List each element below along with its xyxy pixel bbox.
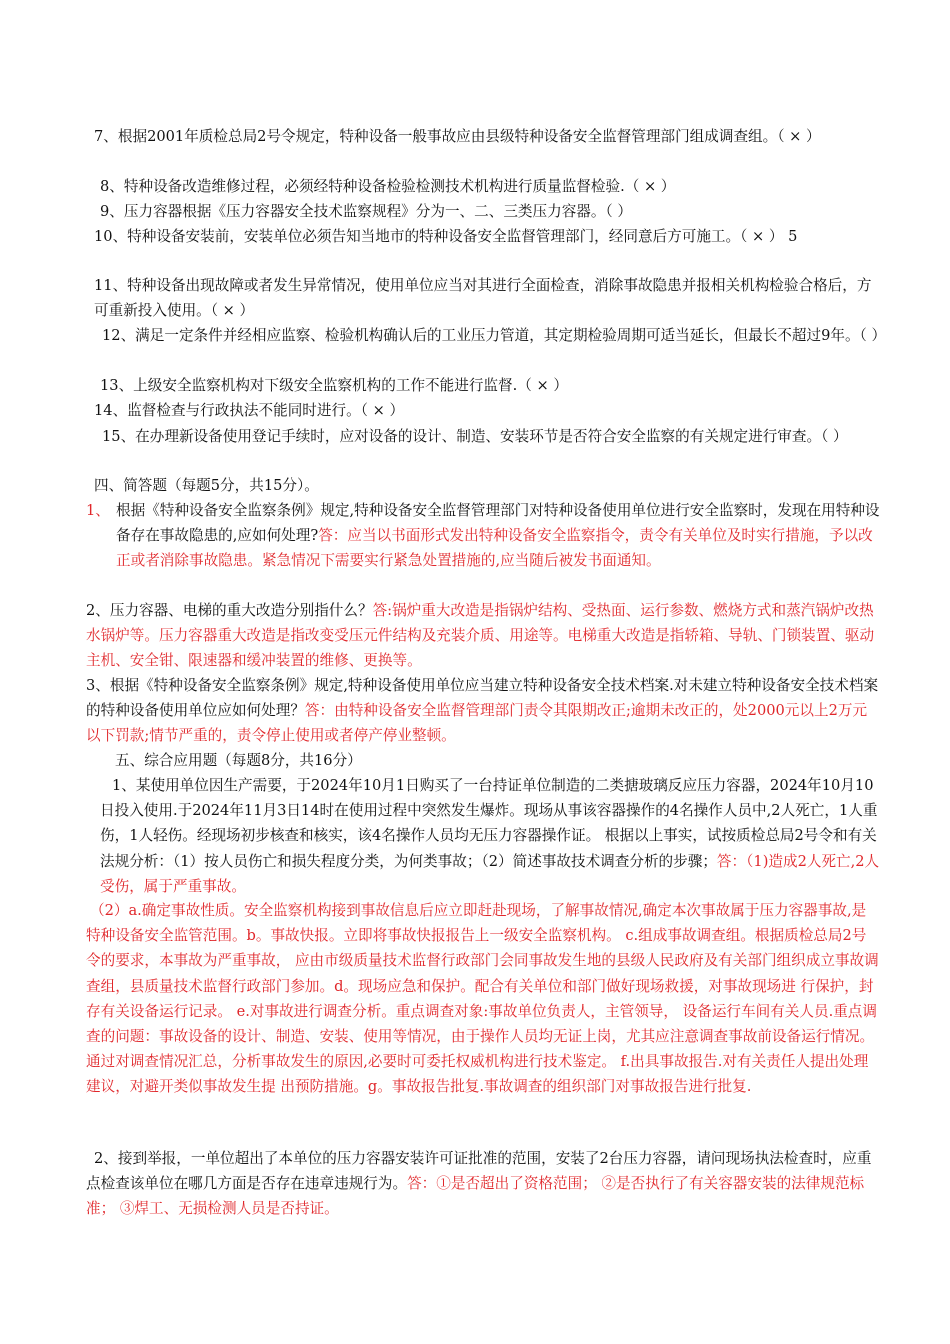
short-answer-1-body — [116, 498, 880, 574]
question-7: 7、根据2001年质检总局2号令规定，特种设备一般事故应由县级特种设备安全监督管理部门组成调查组。（ × ） — [94, 128, 821, 145]
comprehensive-1-answer-b: （2）a.确定事故性质。安全监察机构接到事故信息后应立即赶赴现场，了解事故情况,确定本次事故属于压力容器事故,是特种设备安全监管范围。b。事故快报。立即将事故快报报告上一级安全监察机构。 c.组成事故调查组。根据质检总局2号令的要求，本事故为严重事故， 应由市级质量技术监督行政部门会同事故发生地的县级人民政府及有关部门组织成立事故调查组，县质量技术监督行政部门参加。d。现场应急和保护。配合有关单位和部门做好现场救援，对事故现场进 行保护，封存有关设备运行记录。 e.对事故进行调查分析。重点调查对象:事故单位负责人，主管领导， 设备运行车间有关人员.重点调查的问题：事故设备的设计、制造、安装、使用等情况，由于操作人员均无证上岗，尤其应注意调查事故前设备运行情况。通过对调查情况汇总，分析事故发生的原因,必要时可委托权威机构进行技术鉴定。 f.出具事故报告.对有关责任人提出处理建议，对避开类似事故发生提 出预防措施。g。事故报告批复.事故调查的组织部门对事故报告进行批复. — [86, 902, 879, 1096]
section-4-heading: 四、简答题（每题5分，共15分）。 — [94, 477, 319, 494]
question-8: 8、特种设备改造维修过程，必须经特种设备检验检测技术机构进行质量监督检验.（ × ） — [100, 178, 676, 195]
short-answer-1-number: 1、 — [86, 502, 110, 519]
question-15: 15、在办理新设备使用登记手续时，应对设备的设计、制造、安装环节是否符合安全监察的有关规定进行审查。（ ） — [102, 428, 848, 445]
short-answer-3-question: 3、根据《特种设备安全监察条例》规定,特种设备使用单位应当建立特种设备安全技术档案.对未建立特种设备安全技术档案的特种设备使用单位应如何处理？ — [86, 677, 879, 720]
comprehensive-2 — [86, 1146, 880, 1222]
short-answer-3 — [86, 673, 880, 749]
short-answer-2-answer: 答:锅炉重大改造是指锅炉结构、受热面、运行参数、燃烧方式和蒸汽锅炉改热水锅炉等。压力容器重大改造是指改变受压元件结构及充装介质、用途等。电梯重大改造是指轿箱、导轨、门锁装置、驱动主机、安全钳、限速器和缓冲装置的维修、更换等。 — [86, 602, 875, 670]
question-14: 14、监督检查与行政执法不能同时进行。（ × ） — [94, 402, 405, 419]
short-answer-1-question: 根据《特种设备安全监察条例》规定,特种设备安全监督管理部门对特种设备使用单位进行安全监察时，发现在用特种设备存在事故隐患的,应如何处理? — [116, 502, 880, 545]
comprehensive-1-answer-a: 答：（1)造成2人死亡,2人受伤，属于严重事故。 — [100, 852, 880, 895]
comprehensive-1-question: 1、某使用单位因生产需要，于2024年10月1日购买了一台持证单位制造的二类搪玻璃反应压力容器，2024年10月10日投入使用.于2024年11月3日14时在使用过程中突然发生爆炸。现场从事该容器操作的4名操作人员中,2人死亡，1人重伤，1人轻伤。经现场初步核查和核实，该4名操作人员均无压力容器操作证。 根据以上事实，试按质检总局2号令和有关法规分析：（1）按人员伤亡和损失程度分类，为何类事故；（2）简述事故技术调查分析的步骤； — [100, 777, 878, 870]
short-answer-2-question: 2、压力容器、电梯的重大改造分别指什么？ — [86, 602, 373, 619]
short-answer-3-answer: 答：由特种设备安全监督管理部门责令其限期改正;逾期未改正的，处2000元以上2万元以下罚款;情节严重的，责令停止使用或者停产停业整顿。 — [86, 702, 868, 745]
comprehensive-2-answer: 答：①是否超出了资格范围； ②是否执行了有关容器安装的法律规范标准； ③焊工、无损检测人员是否持证。 — [86, 1175, 865, 1218]
question-9: 9、压力容器根据《压力容器安全技术监察规程》分为一、二、三类压力容器。（ ） — [100, 203, 633, 220]
comprehensive-1 — [100, 773, 880, 899]
short-answer-1-answer: 答：应当以书面形式发出特种设备安全监察指令，责令有关单位及时实行措施，予以改正或者消除事故隐患。紧急情况下需要实行紧急处置措施的,应当随后被发书面通知。 — [116, 527, 873, 570]
question-12: 12、满足一定条件并经相应监察、检验机构确认后的工业压力管道，其定期检验周期可适当延长，但最长不超过9年。（ ） — [102, 327, 887, 344]
question-13: 13、上级安全监察机构对下级安全监察机构的工作不能进行监督.（ × ） — [100, 377, 568, 394]
section-5-heading: 五、综合应用题（每题8分，共16分） — [115, 752, 362, 769]
comprehensive-2-question: 2、接到举报，一单位超出了本单位的压力容器安装许可证批准的范围，安装了2台压力容器，请问现场执法检查时，应重点检查该单位在哪几方面是否存在违章违规行为。 — [86, 1150, 872, 1193]
question-10: 10、特种设备安装前，安装单位必须告知当地市的特种设备安全监督管理部门，经同意后方可施工。（ × ） 5 — [94, 228, 798, 245]
short-answer-2 — [86, 598, 880, 674]
question-11: 11、特种设备出现故障或者发生异常情况，使用单位应当对其进行全面检查，消除事故隐患并报相关机构检验合格后，方可重新投入使用。（ × ） — [94, 277, 872, 320]
